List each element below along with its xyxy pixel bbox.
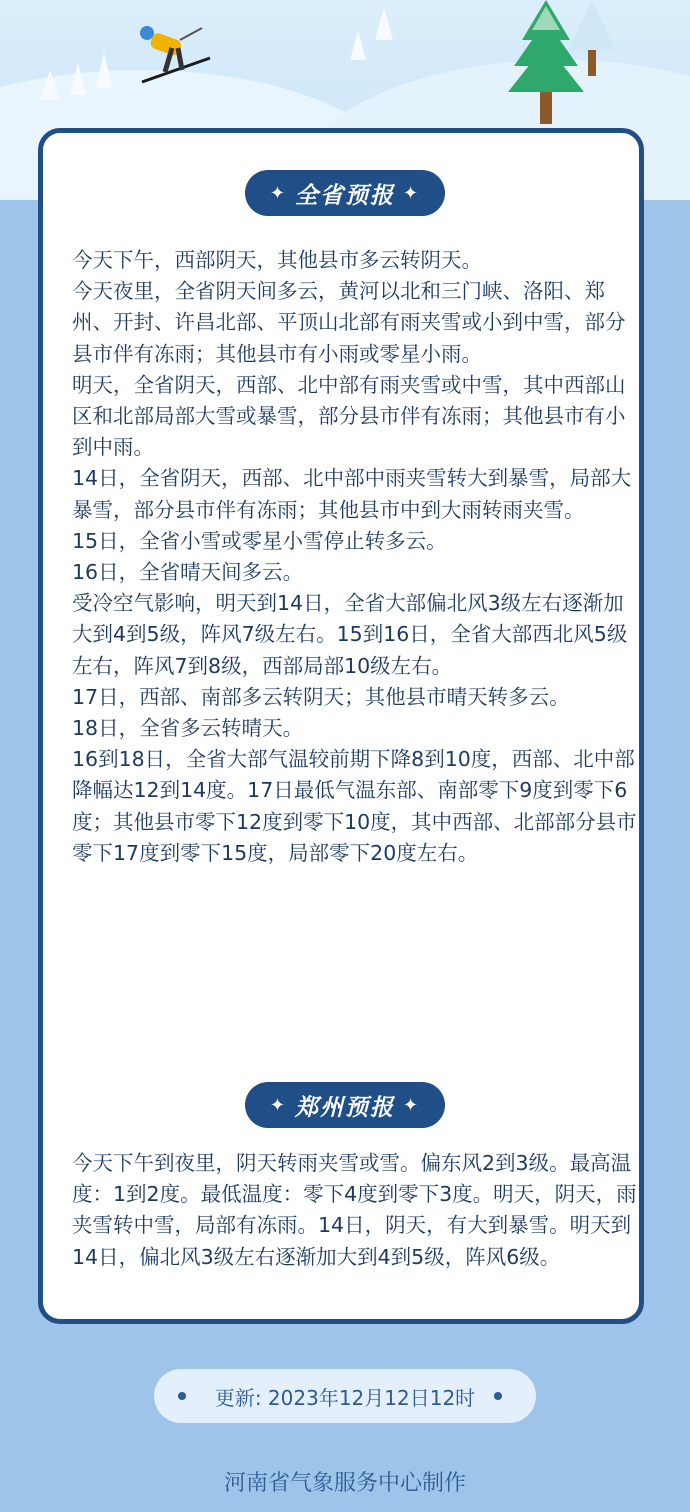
- section-badge-province: [245, 170, 445, 216]
- province-forecast-text: [72, 245, 638, 869]
- small-tree-icon: [40, 8, 393, 100]
- forecast-paragraph: 今天下午到夜里，阴天转雨夹雪或雪。偏东风2到3级。最高温度：1到2度。最低温度：零下4度到零下3度。明天，阴天，雨夹雪转中雪，局部有冻雨。14日，阴天，有大到暴雪。明天到14日，偏北风3级左右逐渐加大到4到5级，阵风6级。: [72, 1151, 637, 1269]
- forecast-paragraph: 18日，全省多云转晴天。: [72, 716, 304, 741]
- section-title: 郑州预报: [295, 1094, 395, 1121]
- section-title: 全省预报: [295, 182, 395, 209]
- forecast-paragraph: 16日，全省晴天间多云。: [72, 560, 304, 585]
- forecast-paragraph: 今天下午，西部阴天，其他县市多云转阴天。: [72, 248, 482, 272]
- sparkle-star-icon: ✦: [403, 1094, 421, 1116]
- update-time-label: 更新: 2023年12月12日12时: [214, 1385, 476, 1410]
- forecast-paragraph: 受冷空气影响，明天到14日，全省大部偏北风3级左右逐渐加大到4到5级，阵风7级左右。15到16日，全省大部西北风5级左右，阵风7到8级，西部局部10级左右。: [72, 591, 628, 678]
- section-badge-zhengzhou: [245, 1082, 445, 1128]
- bullet-dot-icon: [178, 1392, 186, 1400]
- forecast-paragraph: 14日，全省阴天，西部、北中部中雨夹雪转大到暴雪，局部大暴雪，部分县市伴有冻雨；其他县市中到大雨转雨夹雪。: [72, 466, 632, 522]
- forecast-paragraph: 16到18日，全省大部气温较前期下降8到10度，西部、北中部降幅达12到14度。17日最低气温东部、南部零下9度到零下6度；其他县市零下12度到零下10度，其中西部、北部部分县市零下17度到零下15度，局部零下20度左右。: [72, 747, 637, 865]
- footer-credit: 河南省气象服务中心制作: [223, 1471, 466, 1496]
- zhengzhou-forecast-text: [72, 1148, 638, 1273]
- forecast-paragraph: 15日，全省小雪或零星小雪停止转多云。: [72, 528, 447, 553]
- forecast-paragraph: 明天，全省阴天，西部、北中部有雨夹雪或中雪，其中西部山区和北部局部大雪或暴雪，部分县市伴有冻雨；其他县市有小到中雨。: [72, 372, 626, 460]
- update-time-pill: [154, 1369, 536, 1423]
- pine-tree-icon: [508, 0, 615, 124]
- forecast-paragraph: 今天夜里，全省阴天间多云，黄河以北和三门峡、洛阳、郑州、开封、许昌北部、平顶山北部有雨夹雪或小到中雪，部分县市伴有冻雨；其他县市有小雨或零星小雨。: [72, 279, 626, 366]
- forecast-paragraph: 17日，西部、南部多云转阴天；其他县市晴天转多云。: [72, 684, 570, 709]
- sparkle-star-icon: ✦: [403, 182, 421, 204]
- sparkle-star-icon: ✦: [269, 1094, 287, 1116]
- sparkle-star-icon: ✦: [269, 182, 287, 204]
- skier-icon: [140, 26, 210, 82]
- bullet-dot-icon: [494, 1392, 502, 1400]
